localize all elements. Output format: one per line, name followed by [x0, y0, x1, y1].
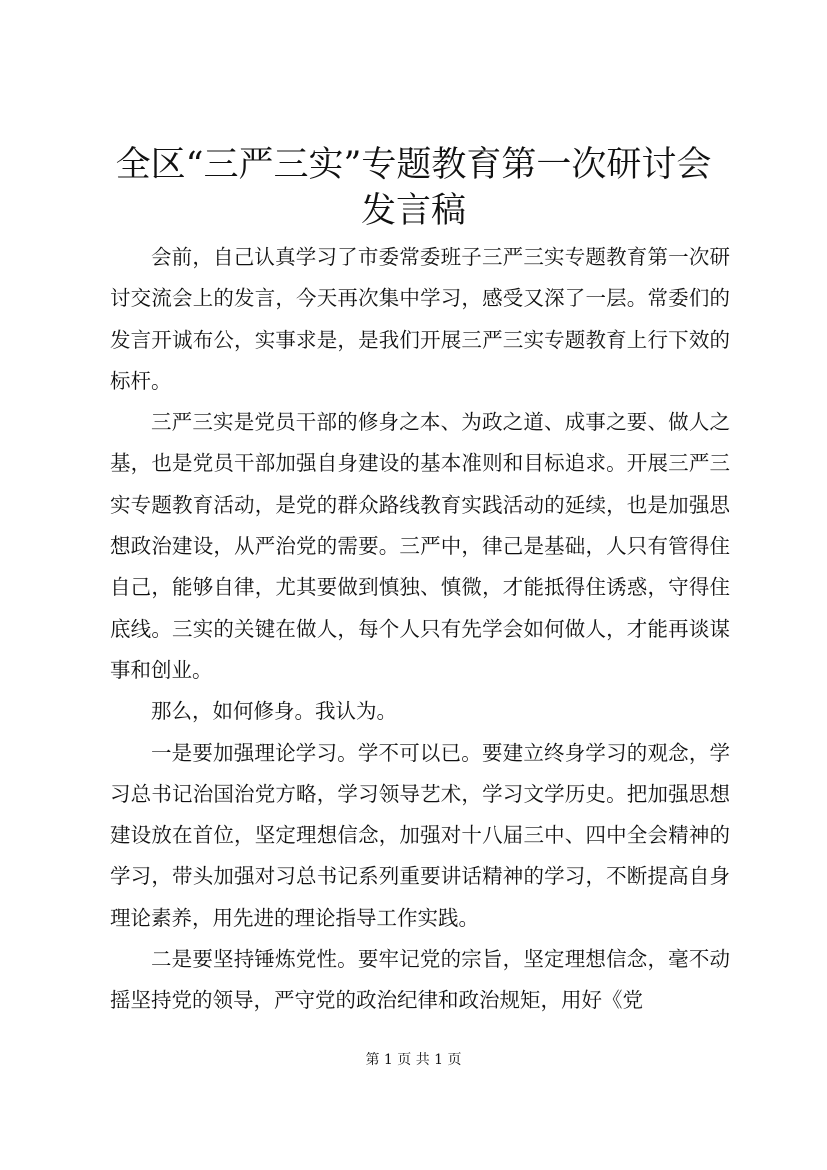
- paragraph-5: 二是要坚持锤炼党性。要牢记党的宗旨，坚定理想信念，毫不动摇坚持党的领导，严守党的政治纪律和政治规矩，用好《党: [110, 947, 730, 1013]
- paragraph-2: 三严三实是党员干部的修身之本、为政之道、成事之要、做人之基，也是党员干部加强自身建设的基本准则和目标追求。开展三严三实专题教育活动，是党的群众路线教育实践活动的延续，也是加强思想政治建设，从严治党的需要。三严中，律己是基础，人只有管得住自己，能够自律，尤其要做到慎独、慎微，才能抵得住诱惑，守得住底线。三实的关键在做人，每个人只有先学会如何做人，才能再谈谋事和创业。: [110, 410, 730, 682]
- paragraph-1: 会前，自己认真学习了市委常委班子三严三实专题教育第一次研讨交流会上的发言，今天再次集中学习，感受又深了一层。常委们的发言开诚布公，实事求是，是我们开展三严三实专题教育上行下效的标杆。: [110, 245, 730, 393]
- page-footer: 第 1 页 共 1 页: [365, 1052, 462, 1068]
- paragraph-3: 那么，如何修身。我认为。: [151, 699, 397, 724]
- document-title: 全区“三严三实”专题教育第一次研讨会发言稿: [115, 145, 712, 231]
- paragraph-4: 一是要加强理论学习。学不可以已。要建立终身学习的观念，学习总书记治国治党方略，学习领导艺术，学习文学历史。把加强思想建设放在首位，坚定理想信念，加强对十八届三中、四中全会精神的学习，带头加强对习总书记系列重要讲话精神的学习，不断提高自身理论素养，用先进的理论指导工作实践。: [110, 740, 730, 930]
- document-body: [110, 237, 730, 1022]
